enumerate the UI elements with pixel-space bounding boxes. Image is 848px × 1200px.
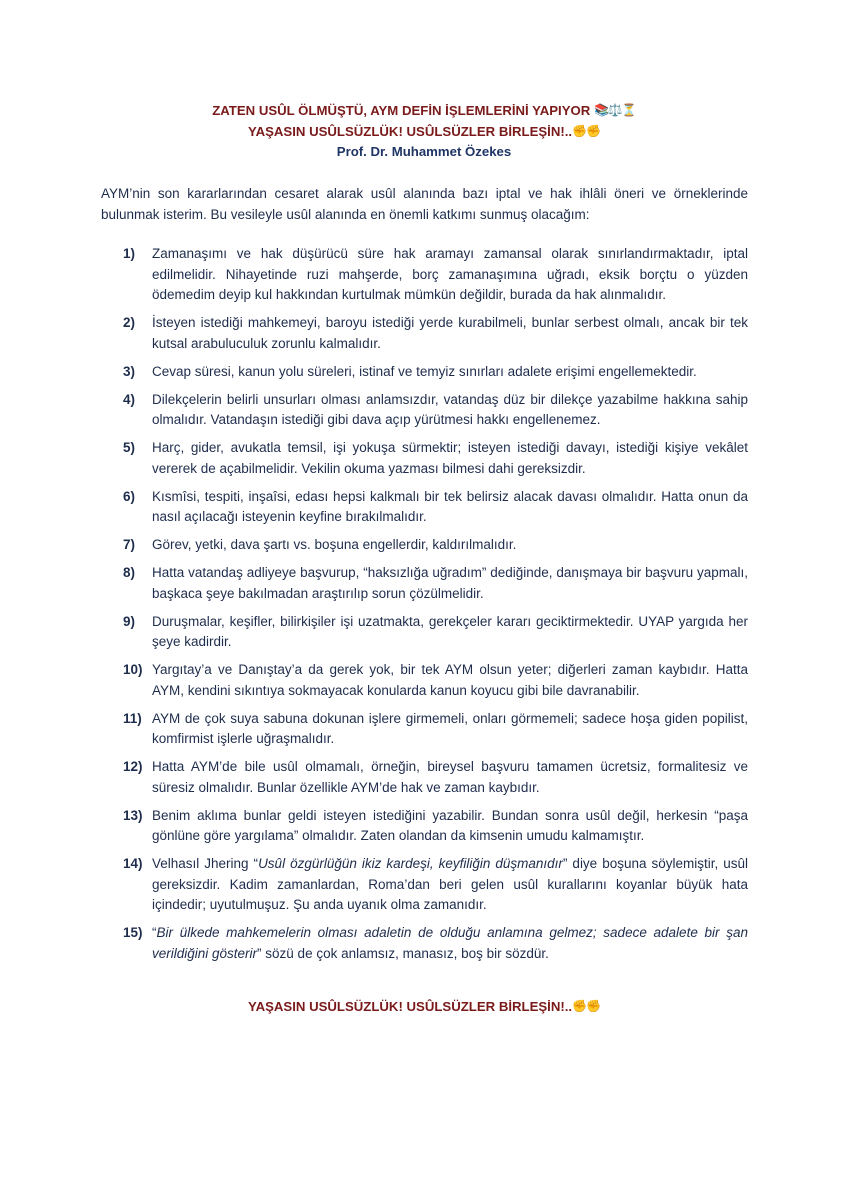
list-item [101,563,748,604]
list-item [101,757,748,798]
list-item [101,535,748,556]
item-number: 5) [123,440,136,455]
item-text: Hatta vatandaş adliyeye başvurup, “haksızlığa uğradım” dediğinde, danışmaya bir başvuru yapmalı, başkaca şeye bakılmadan araştırılıp sorun çözülmelidir. [152,565,748,601]
list-item [101,244,748,306]
list-item [101,313,748,354]
author-name: Prof. Dr. Muhammet Özekes [336,144,512,159]
item-number: 2) [123,315,136,330]
item-text: Zamanaşımı ve hak düşürücü süre hak aramayı zamansal olarak sınırlandırmaktadır, iptal edilmelidir. Nihayetinde ruzi mahşerde, borç zamanaşımına uğradı, eksik borçtu o yüzden ödemedim deyip kul hakkından kurtulmak mümkün değildir, burada da hak alınmalıdır. [152,246,748,302]
item-text-after: ” diye boşuna söylemiştir, usûl gereksizdir. Kadim zamanlardan, Roma’dan beri gelen usûl kurallarını koyanlar büyük hata içindedir; uyutulmuşuz. Şu anda uyanık olma zamanıdır. [152,856,749,912]
footer-text: YAŞASIN USÛLSÜZLÜK! USÛLSÜZLER BİRLEŞİN!.. [248,999,573,1014]
list-item [101,487,748,528]
item-quote-italic: Usûl özgürlüğün ikiz kardeşi, keyfiliğin düşmanıdır [258,856,563,871]
item-number: 9) [123,613,136,629]
item-text: AYM de çok suya sabuna dokunan işlere girmemeli, onları görmemeli; sadece hoşa giden popilist, komfirmist işlerle uğraşmalıdır. [152,710,748,746]
list-item [101,390,748,431]
item-number: 7) [123,537,136,552]
item-number: 14) [123,856,143,871]
item-text: Hatta AYM’de bile usûl olmamalı, örneğin, bireysel başvuru tamamen ücretsiz, formalitesiz ve süresiz olmalıdır. Bunlar özellikle AYM’de hak ve zaman kaybıdır. [152,759,748,795]
raised-fist-icon: ✊✊ [572,999,600,1013]
item-text-before: “ [152,925,157,940]
list-item [101,612,748,653]
list-item [101,709,748,750]
title-line-1 [0,100,848,121]
item-number: 3) [123,363,136,379]
intro-paragraph: AYM’nin son kararlarından cesaret alarak usûl alanında bazı iptal ve hak ihlâli öneri ve örneklerinde bulunmak isterim. Bu vesileyle usûl alanında en önemli katkımı sunmuş olacağım: [101,186,748,222]
proposal-list [101,244,748,972]
list-item [101,923,748,964]
item-quote-italic: Bir ülkede mahkemelerin olması adaletin de olduğu anlamına gelmez; sadece adalete bir şan verildiğini gösterir [152,925,748,961]
document-header [0,100,848,162]
title-text-1: ZATEN USÛL ÖLMÜŞTÜ, AYM DEFİN İŞLEMLERİNİ YAPIYOR [212,103,591,118]
item-number: 8) [123,565,136,580]
item-number: 13) [123,807,143,823]
item-text: Kısmîsi, tespiti, inşaîsi, edası hepsi kalkmalı bir tek belirsiz alacak davası olmalıdır. Hatta onun da nasıl açılacağı isteyenin keyfine bırakılmalıdır. [152,488,748,524]
list-item [101,362,748,383]
item-text: Benim aklıma bunlar geldi isteyen istediğini yazabilir. Bundan sonra usûl değil, herkesin “paşa gönlüne göre yargılama” olmalıdır. Zaten olandan da kimsenin umudu kalmamıştır. [152,807,748,843]
item-text: Yargıtay’a ve Danıştay’a da gerek yok, bir tek AYM olsun yeter; diğerleri zaman kaybıdır. Hatta AYM, kendini sıkıntıya sokmayacak konularda kanun koyucu gibi bile davranabilir. [152,662,748,698]
item-number: 12) [123,759,143,774]
books-scale-hourglass-icon: 📚⚖️⏳ [593,103,636,117]
item-number: 4) [123,391,136,407]
item-text: İsteyen istediği mahkemeyi, baroyu istediği yerde kurabilmeli, bunlar serbest olmalı, ancak bir tek kutsal arabuluculuk zorunlu kalmalıdır. [152,315,748,351]
item-number: 15) [123,925,143,940]
item-text-before: Velhasıl Jhering “ [152,856,259,871]
item-text: Cevap süresi, kanun yolu süreleri, istinaf ve temyiz sınırları adalete erişimi engellemektedir. [152,363,697,379]
list-item [101,438,748,479]
title-text-2: YAŞASIN USÛLSÜZLÜK! USÛLSÜZLER BİRLEŞİN!.. [248,124,573,139]
list-item [101,660,748,701]
list-item [101,806,748,847]
item-text-after: ” sözü de çok anlamsız, manasız, boş bir sözdür. [257,945,549,961]
raised-fist-icon: ✊✊ [572,124,600,138]
list-item [101,854,748,916]
document-footer [0,996,848,1017]
item-number: 1) [123,246,136,261]
item-number: 11) [123,710,142,726]
item-number: 10) [123,662,143,677]
item-text: Harç, gider, avukatla temsil, işi yokuşa sürmektir; isteyen istediği davayı, istediği kişiye vekâlet vererek de açabilmelidir. Vekilin okuma yazması bilmesi dahi gereksizdir. [152,440,748,476]
title-line-2 [0,121,848,142]
item-text: Duruşmalar, keşifler, bilirkişiler işi uzatmakta, gerekçeler kararı geciktirmektedir. UYAP yargıda her şeye kadirdir. [152,613,748,649]
item-text: Görev, yetki, dava şartı vs. boşuna engellerdir, kaldırılmalıdır. [152,537,517,552]
item-text: Dilekçelerin belirli unsurları olması anlamsızdır, vatandaş düz bir dilekçe yazabilme hakkına sahip olmalıdır. Vatandaşın istediği gibi dava açıp yürütmesi hakkı engellenemez. [152,391,748,427]
item-number: 6) [123,488,136,504]
